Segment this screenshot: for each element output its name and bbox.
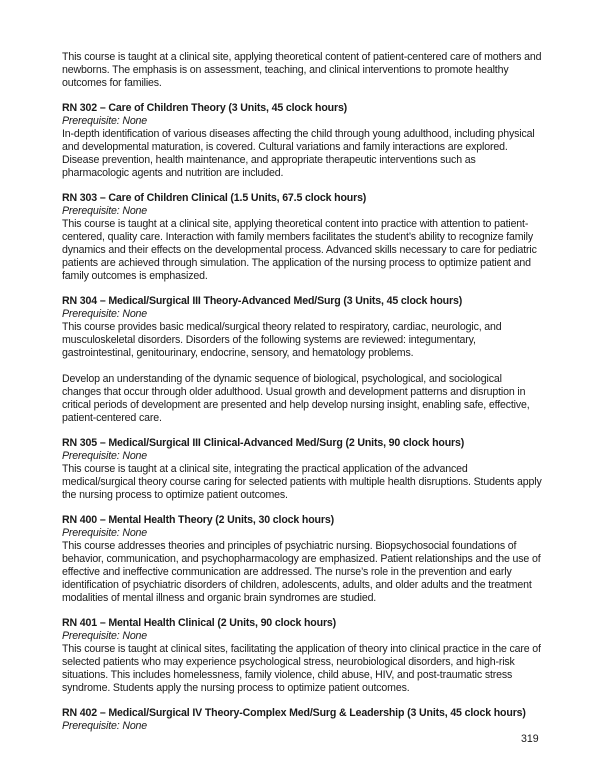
course-prerequisite: Prerequisite: None [62,308,148,320]
course-description: This course is taught at a clinical site, integrating the practical application of the advanced medical/surgical theory course caring for selected patients with multiple health disruptions. Students apply the nursing process to optimize patient outcomes. [62,463,542,501]
course-title: RN 402 – Medical/Surgical IV Theory-Complex Med/Surg & Leadership (3 Units, 45 clock hours) [62,707,526,719]
course-title: RN 401 – Mental Health Clinical (2 Units, 90 clock hours) [62,617,337,629]
course-description: This course is taught at a clinical site, applying theoretical content into practice with attention to patient-centered, quality care. Interaction with family members facilitates the student’s ability to recognize family dynamics and their effects on the developmental process. Advanced skills necessary to care for pediatric patients are achieved through simulation. The application of the nursing process to optimize patient and family outcomes is emphasized. [62,218,537,282]
page-number: 319 [521,733,539,745]
course-description: This course provides basic medical/surgical theory related to respiratory, cardiac, neurologic, and musculoskeletal disorders. Disorders of the following systems are reviewed: integumentary, gastrointestinal, genitourinary, endocrine, sensory, and hematology problems. [62,321,502,359]
course-description: This course is taught at clinical sites, facilitating the application of theory into clinical practice in the care of selected patients who may experience psychological stress, neurobiological disorders, and high-risk situations. This includes homelessness, family violence, child abuse, HIV, and post-traumatic stress syndrome. Students apply the nursing process to optimize patient outcomes. [62,643,541,694]
course-rn-304 [62,295,542,425]
course-rn-400 [62,514,542,605]
course-rn-302 [62,102,542,180]
course-description: This course addresses theories and principles of psychiatric nursing. Biopsychosocial foundations of behavior, communication, and psychopharmacology are emphasized. Patient relationships and the use of effective and ineffective communication are addressed. The nurse’s role in the prevention and early identification of psychiatric disorders of children, adolescents, adults, and older adults and the treatment modalities of mental illness and organic brain syndromes are studied. [62,540,541,604]
course-description-continued: Develop an understanding of the dynamic sequence of biological, psychological, and sociological changes that occur through older adulthood. Usual growth and development patterns and disruption in critical periods of development are presented and help develop nursing insight, enabling safe, effective, patient-centered care. [62,373,530,424]
course-rn-303 [62,192,542,283]
course-title: RN 302 – Care of Children Theory (3 Units, 45 clock hours) [62,102,348,114]
intro-paragraph: This course is taught at a clinical site, applying theoretical content of patient-centered care of mothers and newborns. The emphasis is on assessment, teaching, and clinical interventions to promote healthy outcomes for families. [62,51,542,89]
course-title: RN 303 – Care of Children Clinical (1.5 Units, 67.5 clock hours) [62,192,367,204]
course-rn-402 [62,707,542,733]
course-title: RN 305 – Medical/Surgical III Clinical-Advanced Med/Surg (2 Units, 90 clock hours) [62,437,465,449]
course-rn-305 [62,437,542,502]
course-prerequisite: Prerequisite: None [62,720,148,732]
course-description: In-depth identification of various diseases affecting the child through young adulthood, including physical and developmental maturation, is covered. Cultural variations and family interactions are explored. Disease prevention, health maintenance, and appropriate therapeutic interventions such as pharmacologic agents and nutrition are included. [62,128,535,179]
course-prerequisite: Prerequisite: None [62,115,148,127]
course-prerequisite: Prerequisite: None [62,205,148,217]
course-prerequisite: Prerequisite: None [62,630,148,642]
course-prerequisite: Prerequisite: None [62,450,148,462]
course-rn-401 [62,617,542,695]
course-title: RN 400 – Mental Health Theory (2 Units, 30 clock hours) [62,514,334,526]
course-title: RN 304 – Medical/Surgical III Theory-Advanced Med/Surg (3 Units, 45 clock hours) [62,295,463,307]
course-prerequisite: Prerequisite: None [62,527,148,539]
document-page [62,51,542,745]
